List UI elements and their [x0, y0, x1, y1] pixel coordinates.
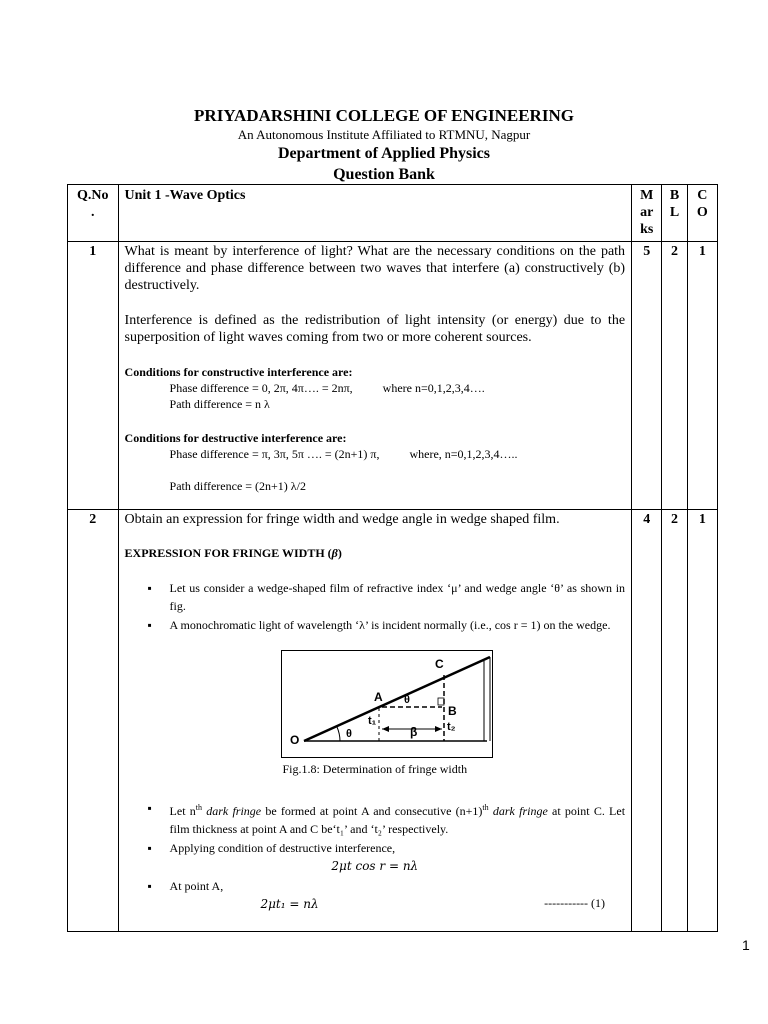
marks-header: M ar ks: [632, 185, 662, 242]
label-o: O: [289, 733, 299, 747]
label-t1: t₁: [367, 715, 376, 727]
department-name: Department of Applied Physics: [278, 145, 490, 162]
bl-value: 2: [662, 242, 687, 510]
question-text: What is meant by interference of light? What are the necessary conditions on the path difference and phase difference between two waves that interfere (a) constructively (b) destructively.: [124, 244, 626, 293]
bullet-list: [125, 799, 626, 857]
co-value: 1: [687, 242, 717, 510]
list-item: ▪ At point A,: [170, 877, 626, 895]
bullet-list: [125, 579, 626, 634]
section-heading: EXPRESSION FOR FRINGE WIDTH (β): [124, 546, 342, 560]
co-header: C O: [687, 185, 717, 242]
co-value: 1: [687, 510, 717, 932]
marks-value: 4: [632, 510, 662, 932]
answer-definition: Interference is defined as the redistribution of light intensity (or energy) due to the superposition of light waves coming from two or more coherent sources.: [124, 313, 626, 345]
label-c: C: [434, 657, 444, 671]
wedge-top-line: [304, 657, 490, 741]
list-item: ▪ Let us consider a wedge-shaped film of refractive index ‘μ’ and wedge angle ‘θ’ as shown in fig.: [170, 579, 626, 615]
constructive-phase: Phase difference = 0, 2π, 4π…. = 2nπ, where n=0,1,2,3,4….: [169, 381, 485, 395]
page-number: 1: [742, 937, 750, 953]
bullet-list: [125, 877, 626, 895]
college-name: PRIYADARSHINI COLLEGE OF ENGINEERING: [194, 106, 574, 125]
equation-destructive: 2μt cos r = nλ: [331, 859, 419, 873]
bl-header: B L: [662, 185, 687, 242]
constructive-heading: Conditions for constructive interference are:: [124, 365, 353, 379]
document-title: Question Bank: [333, 166, 435, 183]
affiliation-line: An Autonomous Institute Affiliated to RTMNU, Nagpur: [237, 127, 531, 142]
unit-header: Unit 1 -Wave Optics: [118, 185, 632, 242]
marks-value: 5: [632, 242, 662, 510]
question-number: 1: [68, 242, 119, 510]
question-cell: [118, 242, 632, 510]
constructive-path: Path difference = n λ: [169, 397, 270, 411]
label-beta: β: [409, 725, 417, 739]
table-row: [68, 510, 718, 932]
question-text: Obtain an expression for fringe width and wedge angle in wedge shaped film.: [124, 512, 560, 527]
question-cell: [118, 510, 632, 932]
destructive-path: Path difference = (2n+1) λ/2: [169, 479, 306, 493]
list-item: ▪ A monochromatic light of wavelength ‘λ’ is incident normally (i.e., cos r = 1) on the wedge.: [170, 616, 626, 634]
list-item: ▪ Let $n^{th}$ dark fringe be formed at point A and consecutive $(n+1)^{th}$ dark fringe at point C. Let film thickness at point A and C be‘t₁’ and ‘t₂’ respectively.: [170, 799, 626, 838]
label-theta: θ: [345, 728, 352, 740]
question-number: 2: [68, 510, 119, 932]
destructive-heading: Conditions for destructive interference are:: [124, 431, 347, 445]
label-a: A: [373, 690, 383, 704]
wedge-diagram: [282, 651, 492, 757]
label-b: B: [447, 704, 457, 718]
table-header-row: [68, 185, 718, 242]
equation-number: ----------- (1): [544, 896, 606, 910]
figure-caption: Fig.1.8: Determination of fringe width: [282, 762, 468, 776]
list-item: ▪ Applying condition of destructive interference,: [170, 839, 626, 857]
equation-point-a: 2μt₁ = nλ: [260, 897, 319, 911]
equation-row: [125, 896, 626, 914]
wedge-figure: [281, 650, 493, 758]
question-table: [67, 184, 718, 932]
label-theta-2: θ: [403, 694, 410, 706]
bl-value: 2: [662, 510, 687, 932]
qno-header: Q.No .: [68, 185, 119, 242]
label-t2: t₂: [446, 721, 456, 733]
table-row: [68, 242, 718, 510]
destructive-phase: Phase difference = π, 3π, 5π …. = (2n+1) π, where, n=0,1,2,3,4…..: [169, 447, 518, 461]
